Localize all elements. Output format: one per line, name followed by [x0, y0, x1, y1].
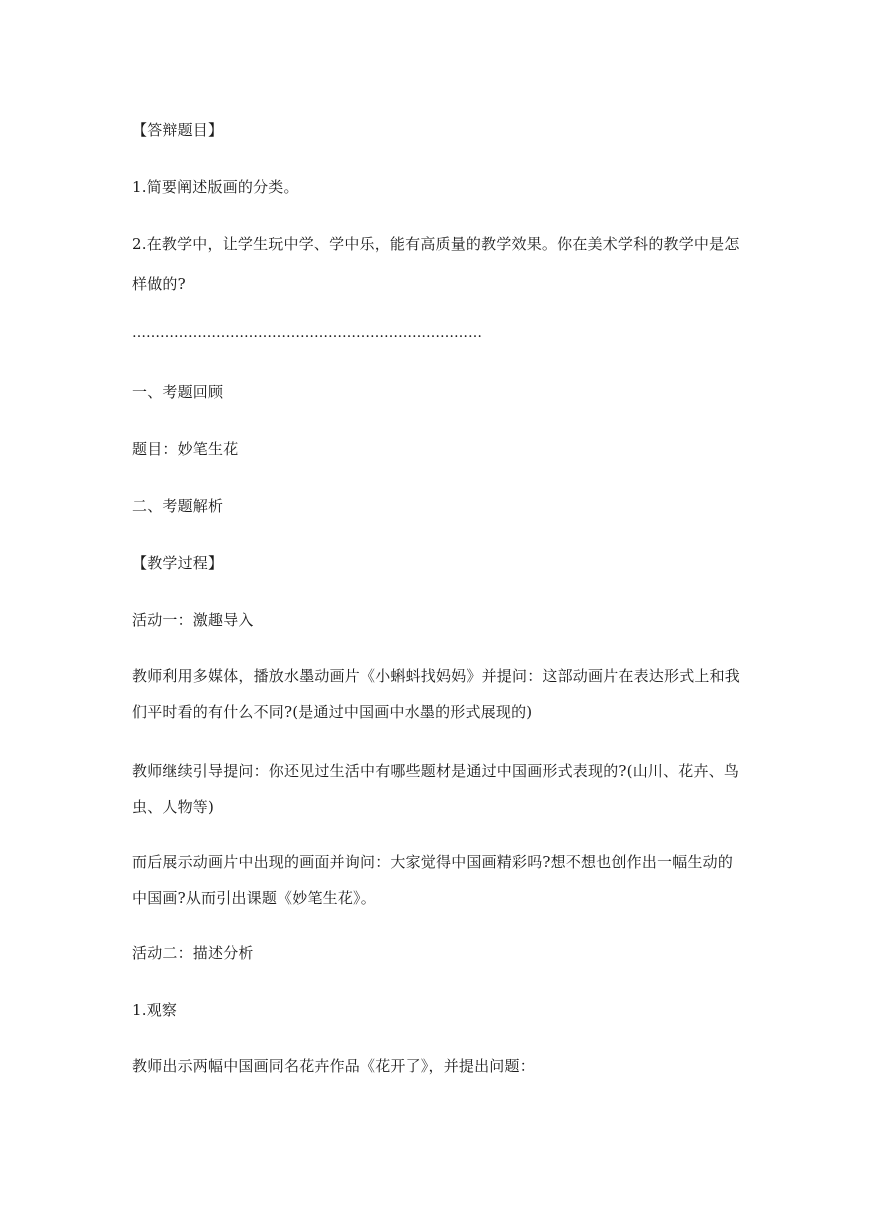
- question-1: 1.简要阐述版画的分类。: [132, 178, 299, 196]
- activity-2-heading: 活动二：描述分析: [132, 944, 254, 962]
- paragraph-1-line-1: 教师利用多媒体，播放水墨动画片《小蝌蚪找妈妈》并提问：这部动画片在表达形式上和我: [132, 667, 741, 685]
- paragraph-3-line-1: 而后展示动画片中出现的画面并询问：大家觉得中国画精彩吗?想不想也创作出一幅生动的: [132, 853, 734, 871]
- observe-heading: 1.观察: [132, 1001, 178, 1019]
- question-2-line-2: 样做的?: [132, 275, 186, 293]
- section-heading-review: 一、考题回顾: [132, 383, 224, 401]
- question-2-line-1: 2.在教学中，让学生玩中学、学中乐，能有高质量的教学效果。你在美术学科的教学中是怎: [132, 235, 740, 253]
- paragraph-4: 教师出示两幅中国画同名花卉作品《花开了》，并提出问题：: [132, 1057, 535, 1075]
- activity-1-heading: 活动一：激趣导入: [132, 611, 254, 629]
- defense-heading: 【答辩题目】: [132, 121, 224, 139]
- paragraph-3-line-2: 中国画?从而引出课题《妙笔生花》。: [132, 889, 376, 907]
- paragraph-2-line-1: 教师继续引导提问：你还见过生活中有哪些题材是通过中国画形式表现的?(山川、花卉、鸟: [132, 762, 740, 780]
- paragraph-2-line-2: 虫、人物等): [132, 798, 215, 816]
- process-heading: 【教学过程】: [132, 554, 224, 572]
- paragraph-1-line-2: 们平时看的有什么不同?(是通过中国画中水墨的形式展现的): [132, 703, 533, 721]
- section-heading-analysis: 二、考题解析: [132, 497, 224, 515]
- dotted-divider: …………………………………………………………………: [132, 325, 482, 341]
- topic-line: 题目：妙笔生花: [132, 440, 239, 458]
